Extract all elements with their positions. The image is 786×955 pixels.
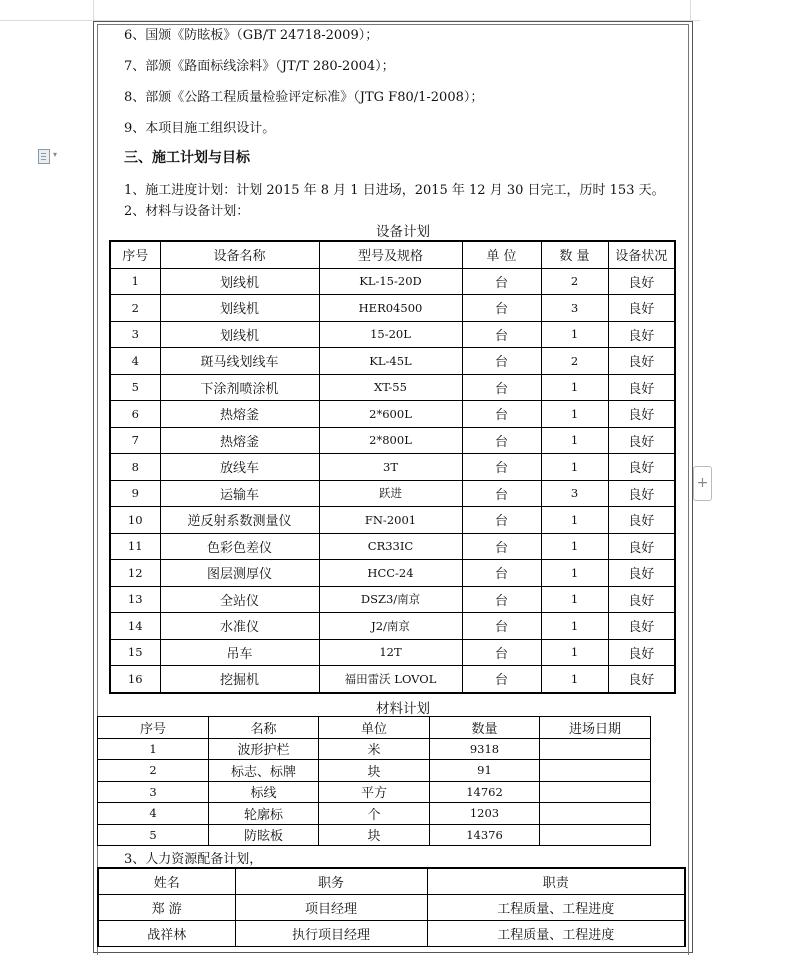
table-cell (540, 781, 651, 803)
table-cell: 单位 (319, 717, 430, 739)
table-cell: 良好 (608, 613, 675, 640)
table-cell: 8 (110, 454, 160, 481)
table-cell: 良好 (608, 480, 675, 507)
table-cell: 良好 (608, 268, 675, 295)
plus-icon[interactable]: + (693, 466, 712, 501)
table-cell: 个 (319, 803, 430, 825)
table-cell: 热熔釜 (160, 401, 319, 428)
table-cell: 9318 (430, 738, 540, 760)
table-cell: 划线机 (160, 321, 319, 348)
table-row (110, 666, 675, 693)
table-cell: 姓名 (98, 868, 235, 895)
table-cell: 1 (541, 666, 608, 693)
materials-caption: 材料计划 (376, 701, 430, 717)
table-row (110, 374, 675, 401)
intro-line: 8、部颁《公路工程质量检验评定标准》（JTG F80/1-2008）； (124, 90, 484, 105)
table-cell: DSZ3/南京 (319, 586, 462, 613)
table-cell: 台 (462, 295, 541, 322)
table-cell: 台 (462, 533, 541, 560)
table-cell: 2 (541, 268, 608, 295)
table-cell: 块 (319, 824, 430, 846)
table-cell: 数量 (430, 717, 540, 739)
table-cell: 良好 (608, 374, 675, 401)
ruler-tick (93, 0, 94, 20)
table-cell: CR33IC (319, 533, 462, 560)
table-cell: 良好 (608, 295, 675, 322)
table-cell: 型号及规格 (319, 241, 462, 268)
table-cell: 1 (541, 321, 608, 348)
table-row (98, 824, 651, 846)
document-icon[interactable]: ▾ (38, 149, 60, 163)
table-row (110, 268, 675, 295)
table-cell: 台 (462, 427, 541, 454)
table-cell: 2*800L (319, 427, 462, 454)
table-cell: 台 (462, 401, 541, 428)
table-row (110, 507, 675, 534)
table-row (110, 639, 675, 666)
table-row (110, 401, 675, 428)
table-cell: 3 (541, 480, 608, 507)
table-cell (540, 760, 651, 782)
table-cell: 良好 (608, 321, 675, 348)
table-cell: 10 (110, 507, 160, 534)
table-row (110, 560, 675, 587)
intro-line: 7、部颁《路面标线涂料》（JT/T 280-2004）； (124, 59, 395, 74)
table-row (110, 613, 675, 640)
table-cell: 15 (110, 639, 160, 666)
table-cell: 良好 (608, 586, 675, 613)
table-cell: 运输车 (160, 480, 319, 507)
table-cell: KL-15-20D (319, 268, 462, 295)
intro-line: 9、本项目施工组织设计。 (124, 121, 276, 136)
table-cell: 3 (98, 781, 209, 803)
table-cell: 标志、标牌 (209, 760, 319, 782)
table-cell: 划线机 (160, 295, 319, 322)
table-cell: 工程质量、工程进度 (427, 921, 685, 947)
equipment-caption: 设备计划 (376, 224, 430, 240)
table-cell: 6 (110, 401, 160, 428)
table-cell: 1 (541, 401, 608, 428)
table-cell: 米 (319, 738, 430, 760)
table-cell: 良好 (608, 560, 675, 587)
table-cell: 5 (110, 374, 160, 401)
table-cell: 3 (110, 321, 160, 348)
table-cell: 良好 (608, 507, 675, 534)
table-cell: 挖掘机 (160, 666, 319, 693)
table-row (98, 781, 651, 803)
table-cell: 名称 (209, 717, 319, 739)
hr-line: 3、人力资源配备计划， (124, 852, 263, 867)
table-row (110, 295, 675, 322)
table-cell: 良好 (608, 533, 675, 560)
table-cell: XT-55 (319, 374, 462, 401)
ruler-tick (690, 0, 691, 20)
table-cell: 波形护栏 (209, 738, 319, 760)
table-cell: 台 (462, 480, 541, 507)
table-cell: 良好 (608, 427, 675, 454)
table-cell: 良好 (608, 666, 675, 693)
table-cell: 序号 (110, 241, 160, 268)
table-cell: 12T (319, 639, 462, 666)
section-heading: 三、施工计划与目标 (124, 150, 250, 166)
table-cell: 平方 (319, 781, 430, 803)
table-cell: 台 (462, 560, 541, 587)
table-row (110, 348, 675, 375)
table-cell: 11 (110, 533, 160, 560)
table-cell: 台 (462, 321, 541, 348)
table-cell: 1 (541, 427, 608, 454)
table-cell: 1 (541, 533, 608, 560)
table-row (98, 738, 651, 760)
table-cell: 图层测厚仪 (160, 560, 319, 587)
table-cell: 台 (462, 348, 541, 375)
table-cell: 16 (110, 666, 160, 693)
table-cell: 14376 (430, 824, 540, 846)
table-cell: 台 (462, 268, 541, 295)
header-row (110, 241, 675, 268)
table-cell (540, 824, 651, 846)
table-cell: 逆反射系数测量仪 (160, 507, 319, 534)
table-row (98, 921, 685, 947)
header-row (98, 717, 651, 739)
table-cell (540, 738, 651, 760)
table-cell: 台 (462, 374, 541, 401)
table-cell: 台 (462, 586, 541, 613)
table-cell: 设备名称 (160, 241, 319, 268)
table-cell: HCC-24 (319, 560, 462, 587)
table-cell: 职责 (427, 868, 685, 895)
table-cell: 9 (110, 480, 160, 507)
schedule-line: 1、施工进度计划：计划 2015 年 8 月 1 日进场，2015 年 12 月 30 日完工，历时 153 天。 (124, 183, 665, 198)
table-row (110, 480, 675, 507)
table-cell: 数 量 (541, 241, 608, 268)
table-cell: FN-2001 (319, 507, 462, 534)
table-cell: 斑马线划线车 (160, 348, 319, 375)
table-cell: 2*600L (319, 401, 462, 428)
table-cell: 台 (462, 666, 541, 693)
table-cell: 1 (541, 613, 608, 640)
table-cell: 12 (110, 560, 160, 587)
table-cell: 13 (110, 586, 160, 613)
table-cell: 福田雷沃 LOVOL (319, 666, 462, 693)
table-row (98, 895, 685, 921)
hr-table (97, 867, 686, 947)
table-cell: 14 (110, 613, 160, 640)
table-cell: 2 (541, 348, 608, 375)
table-row (110, 454, 675, 481)
table-cell: 1 (541, 586, 608, 613)
table-row (110, 533, 675, 560)
table-cell: 郑 游 (98, 895, 235, 921)
table-row (110, 586, 675, 613)
table-cell: 良好 (608, 639, 675, 666)
table-cell: 跃进 (319, 480, 462, 507)
table-cell: 91 (430, 760, 540, 782)
header-row (98, 868, 685, 895)
intro-line: 6、国颁《防眩板》（GB/T 24718-2009）； (124, 28, 379, 43)
table-cell: 序号 (98, 717, 209, 739)
table-cell: 单 位 (462, 241, 541, 268)
table-cell: 良好 (608, 401, 675, 428)
table-cell: 标线 (209, 781, 319, 803)
table-cell: KL-45L (319, 348, 462, 375)
table-cell: 2 (98, 760, 209, 782)
table-cell: 1 (541, 507, 608, 534)
table-cell: 设备状况 (608, 241, 675, 268)
table-cell: 执行项目经理 (235, 921, 427, 947)
table-cell: 1 (98, 738, 209, 760)
table-cell: 5 (98, 824, 209, 846)
table-cell: 1 (110, 268, 160, 295)
table-cell: 良好 (608, 454, 675, 481)
table-cell: 水准仪 (160, 613, 319, 640)
table-cell: 3T (319, 454, 462, 481)
table-cell (540, 803, 651, 825)
table-cell: J2/南京 (319, 613, 462, 640)
table-cell: 4 (98, 803, 209, 825)
table-cell: 3 (541, 295, 608, 322)
table-row (98, 760, 651, 782)
table-cell: 1 (541, 639, 608, 666)
table-cell: 划线机 (160, 268, 319, 295)
table-cell: 台 (462, 454, 541, 481)
table-cell: 1 (541, 560, 608, 587)
table-cell: 下涂剂喷涂机 (160, 374, 319, 401)
materials-table (97, 716, 651, 846)
table-cell: 15-20L (319, 321, 462, 348)
table-cell: 防眩板 (209, 824, 319, 846)
table-cell: 14762 (430, 781, 540, 803)
table-cell: 台 (462, 613, 541, 640)
table-cell: 台 (462, 507, 541, 534)
table-cell: 职务 (235, 868, 427, 895)
table-cell: 7 (110, 427, 160, 454)
table-cell: 热熔釜 (160, 427, 319, 454)
table-cell: 良好 (608, 348, 675, 375)
materials-line: 2、材料与设备计划： (124, 204, 250, 219)
table-cell: 进场日期 (540, 717, 651, 739)
table-cell: 色彩色差仪 (160, 533, 319, 560)
table-row (110, 321, 675, 348)
table-cell: 吊车 (160, 639, 319, 666)
table-cell: 台 (462, 639, 541, 666)
table-cell: 4 (110, 348, 160, 375)
table-cell: 全站仪 (160, 586, 319, 613)
table-cell: 1203 (430, 803, 540, 825)
table-cell: 块 (319, 760, 430, 782)
table-cell: 战祥林 (98, 921, 235, 947)
table-cell: 2 (110, 295, 160, 322)
table-cell: 轮廓标 (209, 803, 319, 825)
table-cell: HER04500 (319, 295, 462, 322)
table-cell: 放线车 (160, 454, 319, 481)
table-cell: 1 (541, 454, 608, 481)
equipment-table (109, 240, 676, 694)
table-cell: 1 (541, 374, 608, 401)
table-row (110, 427, 675, 454)
table-row (98, 803, 651, 825)
table-cell: 项目经理 (235, 895, 427, 921)
table-cell: 工程质量、工程进度 (427, 895, 685, 921)
